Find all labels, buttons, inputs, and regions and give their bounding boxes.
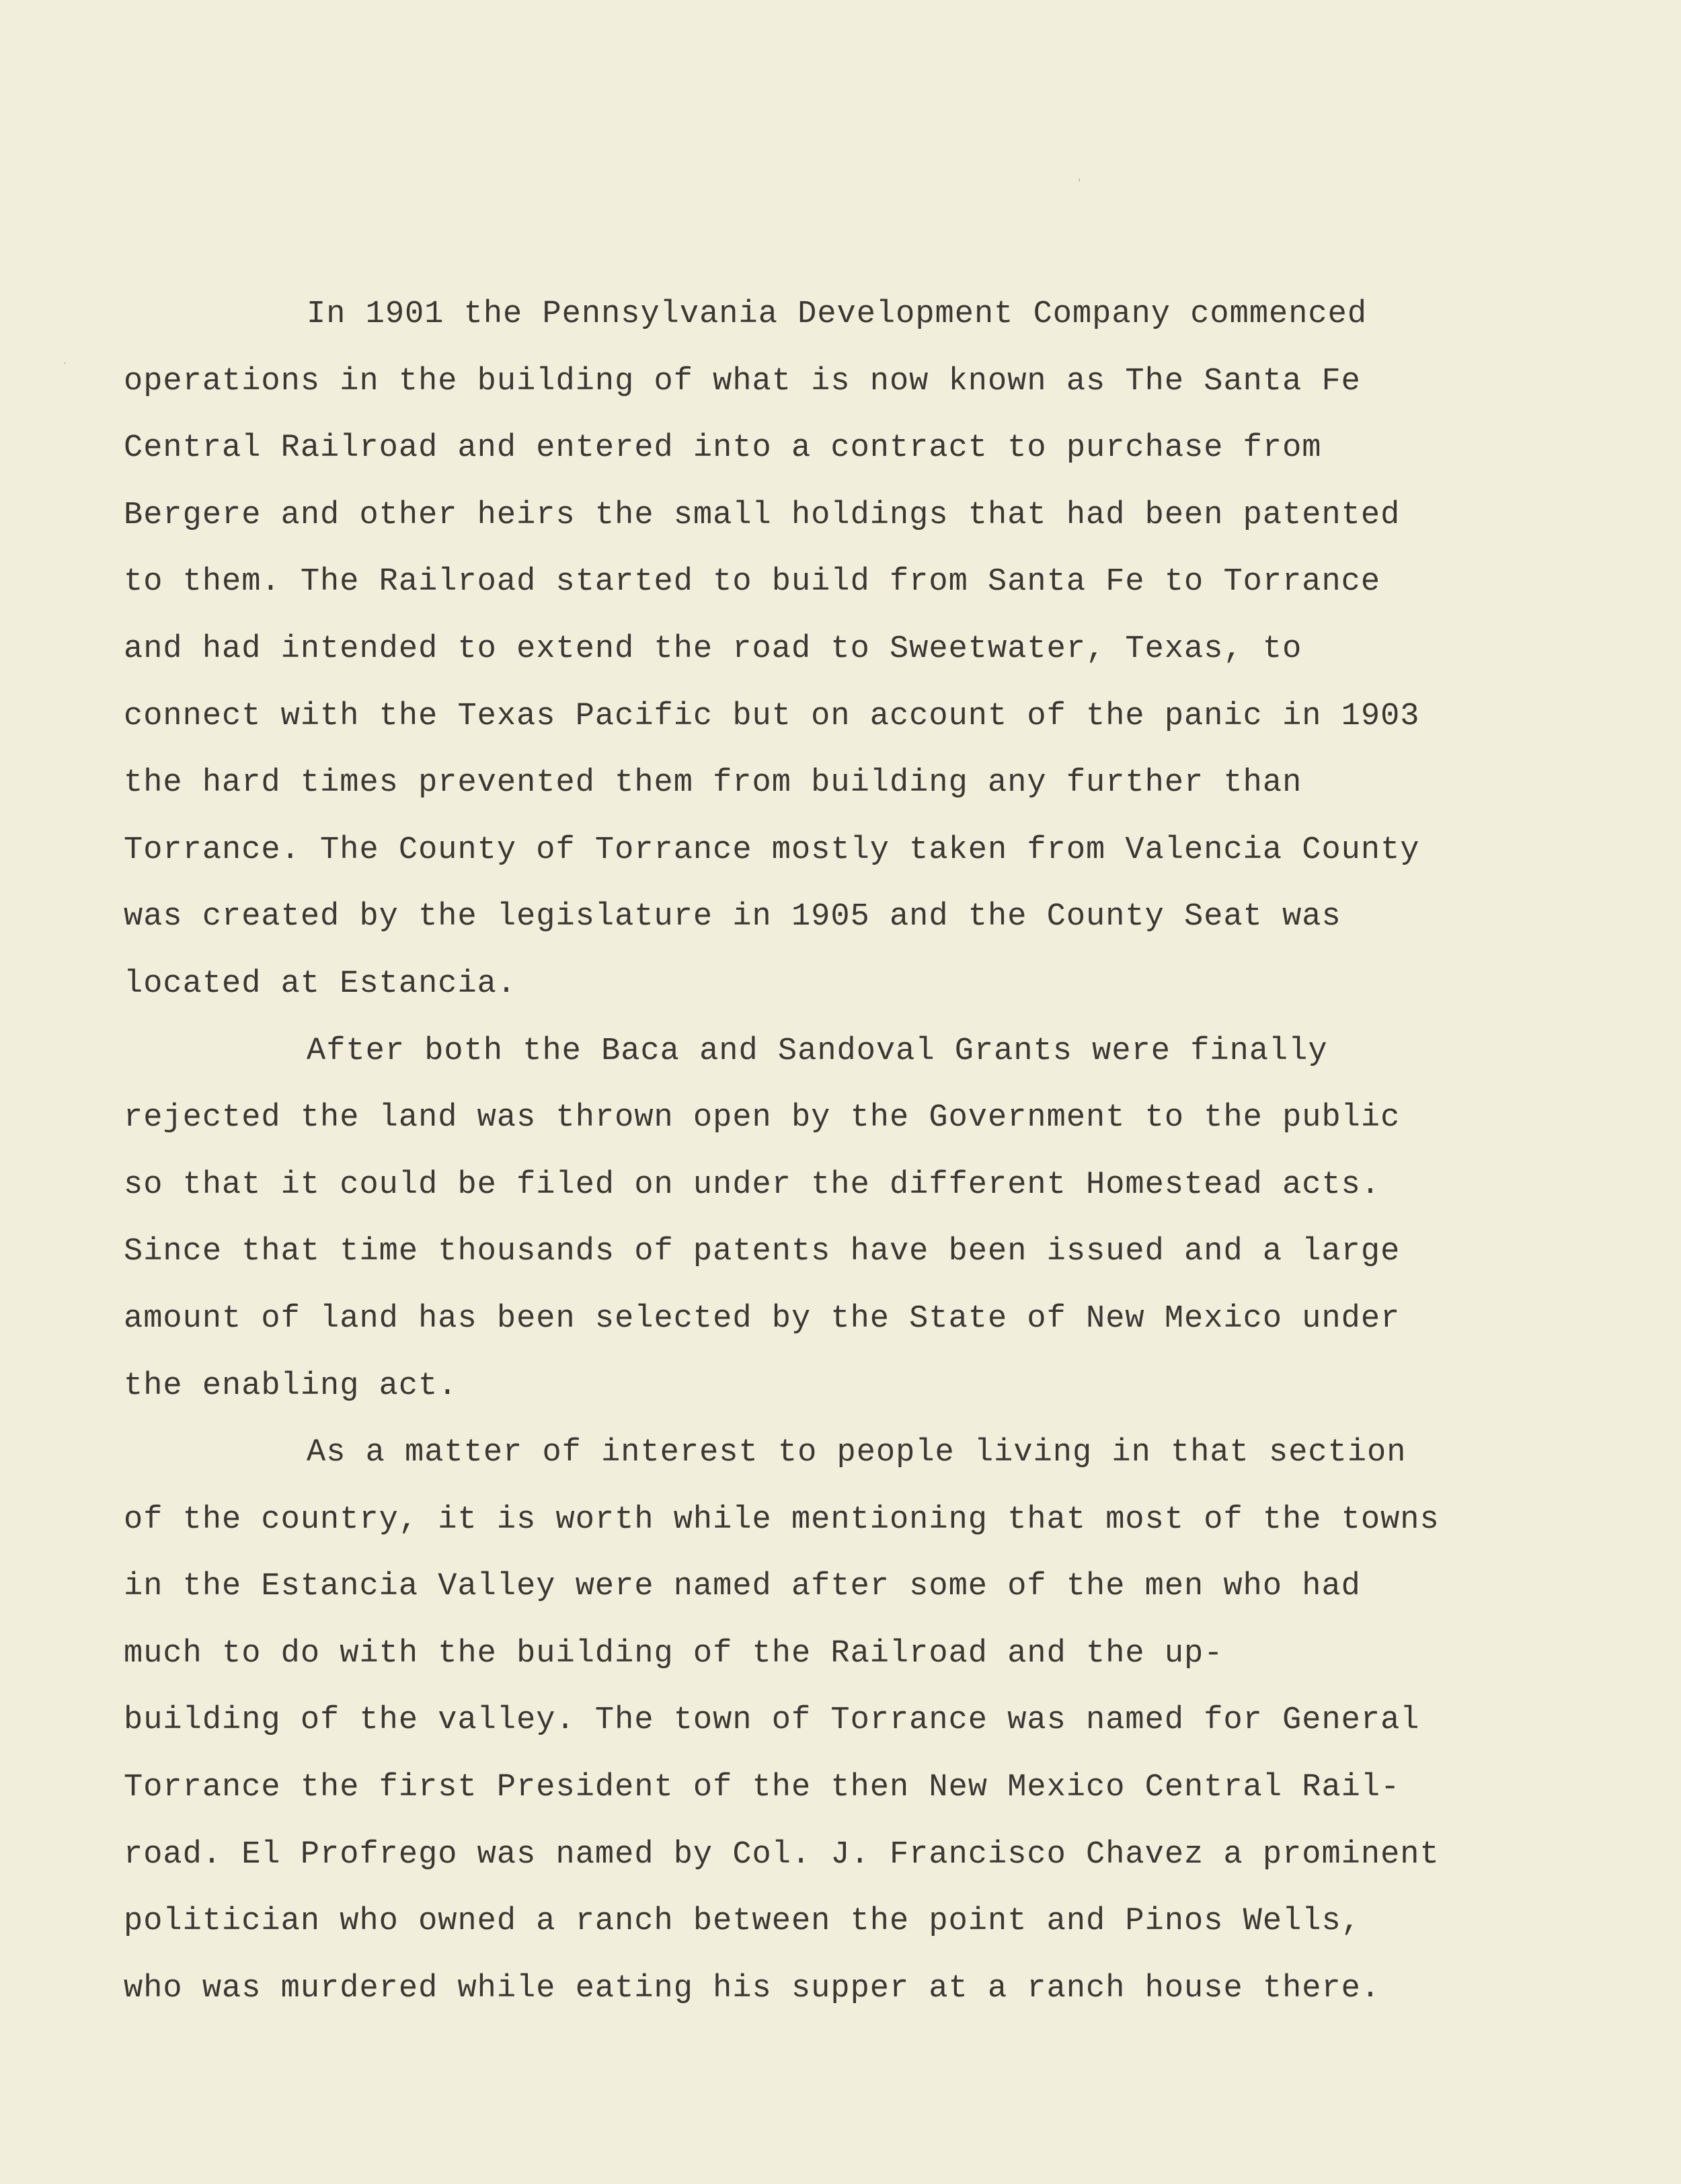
paragraph-3-line-2: of the country, it is worth while mentioning that most of the towns	[124, 1502, 1440, 1538]
paper-speck: .	[63, 354, 67, 366]
typed-text-body	[124, 281, 1563, 2022]
paragraph-2-line-5: amount of land has been selected by the State of New Mexico under	[124, 1300, 1401, 1337]
paragraph-1-line-6: and had intended to extend the road to Sweetwater, Texas, to	[124, 631, 1302, 667]
paragraph-1-line-1: In 1901 the Pennsylvania Development Company commenced	[307, 297, 1368, 332]
paragraph-3-line-1: As a matter of interest to people living in that section	[307, 1435, 1407, 1471]
paragraph-1-line-3: Central Railroad and entered into a contract to purchase from	[124, 430, 1322, 467]
paragraph-1-line-10: was created by the legislature in 1905 and the County Seat was	[124, 899, 1341, 935]
paragraph-1-line-8: the hard times prevented them from building any further than	[124, 765, 1302, 802]
paragraph-3-line-3: in the Estancia Valley were named after some of the men who had	[124, 1569, 1361, 1605]
paragraph-3-line-9: who was murdered while eating his supper at a ranch house there.	[124, 1970, 1381, 2006]
paragraph-3-line-8: politician who owned a ranch between the point and Pinos Wells,	[124, 1904, 1361, 1940]
paper-speck: '	[1078, 176, 1081, 189]
paragraph-1-line-5: to them. The Railroad started to build from Santa Fe to Torrance	[124, 564, 1381, 600]
paragraph-3-line-7: road. El Profrego was named by Col. J. Francisco Chavez a prominent	[124, 1836, 1440, 1873]
paragraph-2-line-1: After both the Baca and Sandoval Grants were finally	[307, 1033, 1328, 1069]
paragraph-3-line-5: building of the valley. The town of Torrance was named for General	[124, 1703, 1420, 1739]
paragraph-1-line-11: located at Estancia.	[124, 966, 517, 1002]
paragraph-2-line-3: so that it could be filed on under the different Homestead acts.	[124, 1167, 1381, 1203]
paragraph-1-line-2: operations in the building of what is now known as The Santa Fe	[124, 363, 1361, 399]
paragraph-2-line-2: rejected the land was thrown open by the Government to the public	[124, 1100, 1401, 1136]
paragraph-2-line-6: the enabling act.	[124, 1368, 458, 1404]
paragraph-1-line-7: connect with the Texas Pacific but on account of the panic in 1903	[124, 698, 1420, 734]
paragraph-1-line-9: Torrance. The County of Torrance mostly taken from Valencia County	[124, 832, 1420, 868]
paragraph-3-line-4: much to do with the building of the Railroad and the up-	[124, 1635, 1224, 1672]
paragraph-3-line-6: Torrance the first President of the then New Mexico Central Rail-	[124, 1770, 1401, 1806]
paragraph-2-line-4: Since that time thousands of patents have been issued and a large	[124, 1234, 1401, 1270]
paragraph-1-line-4: Bergere and other heirs the small holdings that had been patented	[124, 497, 1401, 533]
